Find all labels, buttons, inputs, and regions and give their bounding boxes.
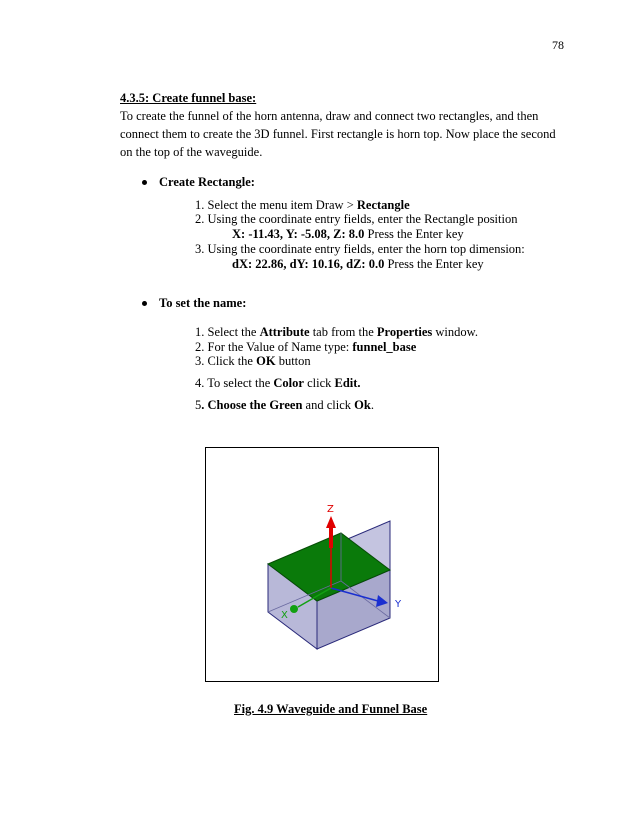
waveguide-model-image	[206, 448, 438, 681]
set-name-title: To set the name:	[159, 296, 247, 310]
rect-position-values: X: -11.43, Y: -5.08, Z: 8.0	[232, 227, 365, 241]
rect-step-1-text: 1. Select the menu item Draw >	[195, 198, 357, 212]
rect-step-3-suffix: Press the Enter key	[384, 257, 484, 271]
name-step-5	[195, 398, 374, 413]
name-step-5-b: . Choose the	[201, 398, 270, 412]
name-step-4-a: 4. To select the	[195, 376, 274, 390]
name-step-1-properties: Properties	[376, 325, 433, 339]
z-axis-label: Z	[327, 504, 334, 515]
intro-line-1: To create the funnel of the horn antenna, draw and connect two rectangles, and then	[120, 109, 539, 123]
name-step-4	[195, 376, 361, 391]
name-step-3	[195, 354, 311, 369]
x-axis-label: X	[281, 610, 288, 621]
name-step-5-ok: Ok	[354, 398, 371, 412]
y-axis-label: Y	[395, 599, 402, 610]
section-heading: 4.3.5: Create funnel base:	[120, 91, 257, 105]
bullet-icon	[142, 301, 147, 306]
create-rectangle-title: Create Rectangle:	[159, 175, 255, 189]
page-number: 78	[552, 38, 564, 52]
name-step-5-d: and click	[302, 398, 355, 412]
name-step-1-a: 1. Select the	[195, 325, 260, 339]
name-step-1-e: window.	[432, 325, 478, 339]
name-step-3-c: button	[275, 354, 311, 368]
name-step-3-a: 3. Click the	[195, 354, 257, 368]
rect-step-1-bold: Rectangle	[356, 198, 410, 212]
rect-dimension-values: dX: 22.86, dY: 10.16, dZ: 0.0	[232, 257, 385, 271]
name-step-4-c: click	[303, 376, 335, 390]
figure-frame	[205, 447, 439, 682]
figure-caption: Fig. 4.9 Waveguide and Funnel Base	[234, 702, 428, 716]
name-step-4-edit: Edit.	[334, 376, 361, 390]
intro-line-2: connect them to create the 3D funnel. First rectangle is horn top. Now place the second	[120, 127, 556, 141]
name-step-1-c: tab from the	[309, 325, 377, 339]
name-step-5-f: .	[370, 398, 374, 412]
name-step-2	[195, 340, 416, 355]
rect-step-3: 3. Using the coordinate entry fields, enter the horn top dimension:	[195, 242, 525, 256]
name-step-2-a: 2. For the Value of Name type:	[195, 340, 353, 354]
x-axis-arrow-icon	[290, 605, 298, 613]
name-step-5-num: 5	[195, 398, 202, 412]
rect-step-1	[195, 198, 410, 213]
name-step-5-green: Green	[269, 398, 303, 412]
name-step-4-color: Color	[273, 376, 304, 390]
name-step-3-ok: OK	[256, 354, 276, 368]
rect-step-2: 2. Using the coordinate entry fields, enter the Rectangle position	[195, 212, 518, 226]
name-step-2-value: funnel_base	[352, 340, 417, 354]
rect-step-2-values	[232, 227, 464, 242]
bullet-icon	[142, 180, 147, 185]
rect-step-2-suffix: Press the Enter key	[364, 227, 464, 241]
intro-line-3: on the top of the waveguide.	[120, 145, 263, 159]
z-axis-arrow-icon	[326, 516, 336, 528]
name-step-1-attribute: Attribute	[259, 325, 310, 339]
name-step-1	[195, 325, 478, 340]
rect-step-3-values	[232, 257, 484, 272]
